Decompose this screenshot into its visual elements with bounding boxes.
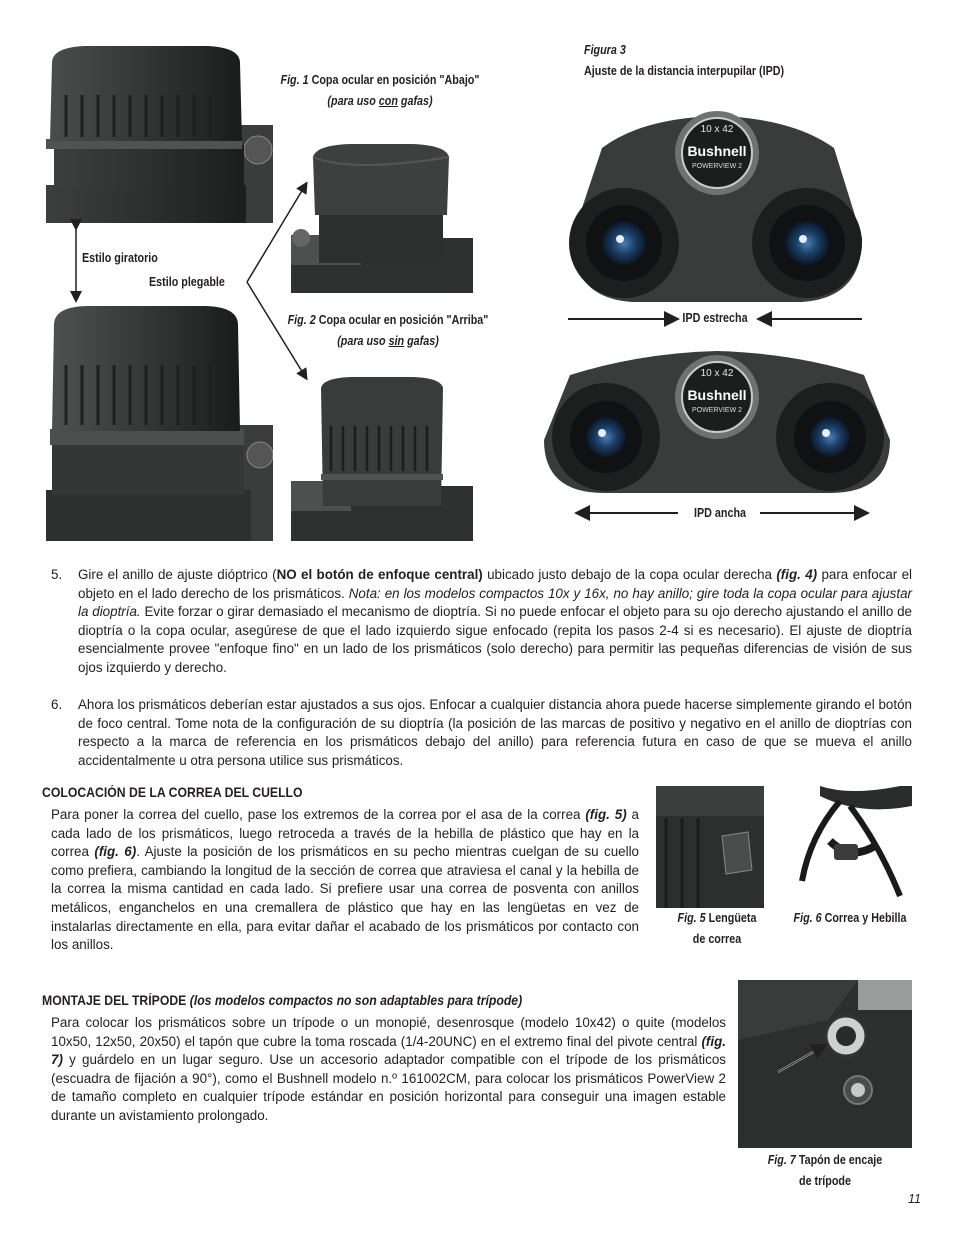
step6-number: 6. — [51, 697, 63, 712]
fig1-note-pre: (para uso — [327, 94, 379, 108]
ipd-narrow-label: IPD estrecha — [682, 311, 748, 325]
neck-strap-heading: COLOCACIÓN DE LA CORREA DEL CUELLO — [42, 785, 303, 800]
narrow-size-text: 10 x 42 — [700, 124, 734, 135]
fig3-caption — [584, 40, 784, 82]
step5-a: Gire el anillo de ajuste dióptrico ( — [78, 567, 277, 582]
fig7-line2: de trípode — [799, 1174, 851, 1188]
fig5-photo — [656, 786, 778, 908]
fig7-caption — [761, 1150, 890, 1192]
fig2-title: Copa ocular en posición "Arriba" — [318, 313, 489, 327]
fig2-note-post: gafas) — [404, 334, 439, 348]
neck-b: (fig. 5) — [585, 807, 627, 822]
fig5-line1: Lengüeta — [708, 911, 757, 925]
fig6-caption — [790, 908, 910, 929]
narrow-model-text: POWERVIEW 2 — [691, 163, 743, 170]
neck-d: (fig. 6) — [94, 844, 137, 860]
narrow-brand-text: Bushnell — [687, 143, 747, 159]
step5-number: 5. — [51, 567, 63, 582]
neck-c: a cada lado de los prismáticos, luego retroceda a través de la hebilla de plástico que hay en la correa — [51, 807, 639, 860]
fig3-number: Figura 3 — [584, 43, 626, 57]
fig7-photo — [738, 980, 912, 1148]
wide-size-text: 10 x 42 — [700, 368, 734, 379]
tripod-text — [51, 1014, 726, 1126]
neck-e: . Ajuste la posición de los prismáticos en su pecho mientras cuelgan de su cuello como prefiera, cambiando la longitud de la sección de correa que atraviesa el canal y la hebilla de la correa la misma cantidad en cada lado. Si prefiere usar una correa de posventa con anillos metálicos, enganchelos en una cremallera de plástico que hay en las lengüetas en vez de instalarlas directamente en ella, para evitar dañar el acabado de los prismáticos por contacto con los anillos. — [51, 844, 639, 953]
tripod-heading — [42, 993, 522, 1008]
neck-strap-text — [51, 806, 639, 955]
fig7-number: Fig. 7 — [767, 1153, 796, 1167]
fig2-caption — [259, 310, 517, 352]
fig1-caption — [251, 70, 509, 112]
tripod-c: y guárdelo en un lugar seguro. Use un accesorio adaptador compatible con el trípode de los prismáticos (escuadra de fijación a 90°), como el Bushnell modelo n.º 161002CM, para colocar los prismáticos PowerView 2 de tamaño completo en cualquier trípode estándar en posición horizontal para conseguir una imagen estable durante un avistamiento prolongado. — [51, 1052, 726, 1123]
fig3-title: Ajuste de la distancia interpupilar (IPD) — [584, 64, 785, 78]
step6-text: Ahora los prismáticos deberían estar ajustados a sus ojos. Enfocar a cualquier distancia ahora puede hacerse simplemente girando el botón de foco central. Tome nota de la configuración de su dioptría (la posición de las marcas de positivo y negativo en el anillo de dioptrías con respecto a la marca de referencia en los prismáticos debajo del anillo) para referencia futura en caso de que se mueva el anillo accidentalmente u otra persona utilice sus prismáticos. — [78, 697, 912, 768]
wide-model-text: POWERVIEW 2 — [691, 407, 743, 414]
page-number: 11 — [908, 1192, 921, 1206]
tripod-heading-note: (los modelos compactos no son adaptables para trípode) — [189, 993, 523, 1008]
fig2-note-underline: sin — [388, 334, 405, 348]
style-twist-label: Estilo giratorio — [82, 251, 158, 265]
fig2-number: Fig. 2 — [287, 313, 316, 327]
step5-text — [78, 566, 912, 678]
step5-g: Evite forzar o girar demasiado el mecanismo de dioptría. Si no puede enfocar el objeto para su ojo derecho ajustando el anillo de dioptría o la copa ocular, asegúrese de que el lado izquierdo sigue enfocado (repita los pasos 2-4 si es necesario). El ajuste de dioptría esencialmente provee "enfoque fino" en un lado de los prismáticos (solo derecho) para permitir las pequeñas diferencias de visión de sus ojos izquierdo y derecho. — [78, 604, 912, 675]
fig3-binocular-wide — [540, 345, 894, 495]
ipd-wide-label: IPD ancha — [694, 506, 746, 520]
wide-brand-text: Bushnell — [687, 387, 747, 403]
fig1-title: Copa ocular en posición "Abajo" — [311, 73, 480, 87]
step5-d: (fig. 4) — [776, 567, 818, 582]
fig1-note-underline: con — [378, 94, 398, 108]
tripod-b: (fig. 7) — [51, 1033, 726, 1068]
fig1-note-post: gafas) — [397, 94, 433, 108]
tripod-heading-text: MONTAJE DEL TRÍPODE — [42, 993, 187, 1008]
fig6-number: Fig. 6 — [793, 911, 822, 925]
fig7-line1: Tapón de encaje — [798, 1153, 883, 1167]
neck-a: Para poner la correa del cuello, pase los extremos de la correa por el asa de la correa — [51, 807, 586, 822]
step5-f: Nota: en los modelos compactos 10x y 16x, no hay anillo; gire toda la copa ocular para ajustar la dioptría. — [78, 585, 913, 620]
style-fold-label: Estilo plegable — [149, 275, 225, 289]
fig5-line2: de correa — [692, 932, 742, 946]
fig2-photo-up — [291, 376, 473, 541]
fig6-title: Correa y Hebilla — [824, 911, 907, 925]
step5-b: NO el botón de enfoque central) — [276, 567, 483, 582]
fig6-photo — [790, 786, 912, 908]
tripod-a: Para colocar los prismáticos sobre un trípode o un monopié, desenrosque (modelo 10x42) o quite (modelos 10x50, 12x50, 20x50) el tapón que cubre la toma roscada (1/4-20UNC) en el extremo final del pivote central — [51, 1015, 726, 1049]
step5-c: ubicado justo debajo de la copa ocular derecha — [482, 567, 777, 582]
fig5-number: Fig. 5 — [677, 911, 706, 925]
fig1-number: Fig. 1 — [280, 73, 309, 87]
fig3-binocular-narrow — [562, 108, 872, 304]
step5-e: para enfocar el objeto en el lado derecho de los prismáticos. — [78, 567, 912, 601]
fig5-caption — [661, 908, 773, 950]
fig2-note-pre: (para uso — [337, 334, 389, 348]
